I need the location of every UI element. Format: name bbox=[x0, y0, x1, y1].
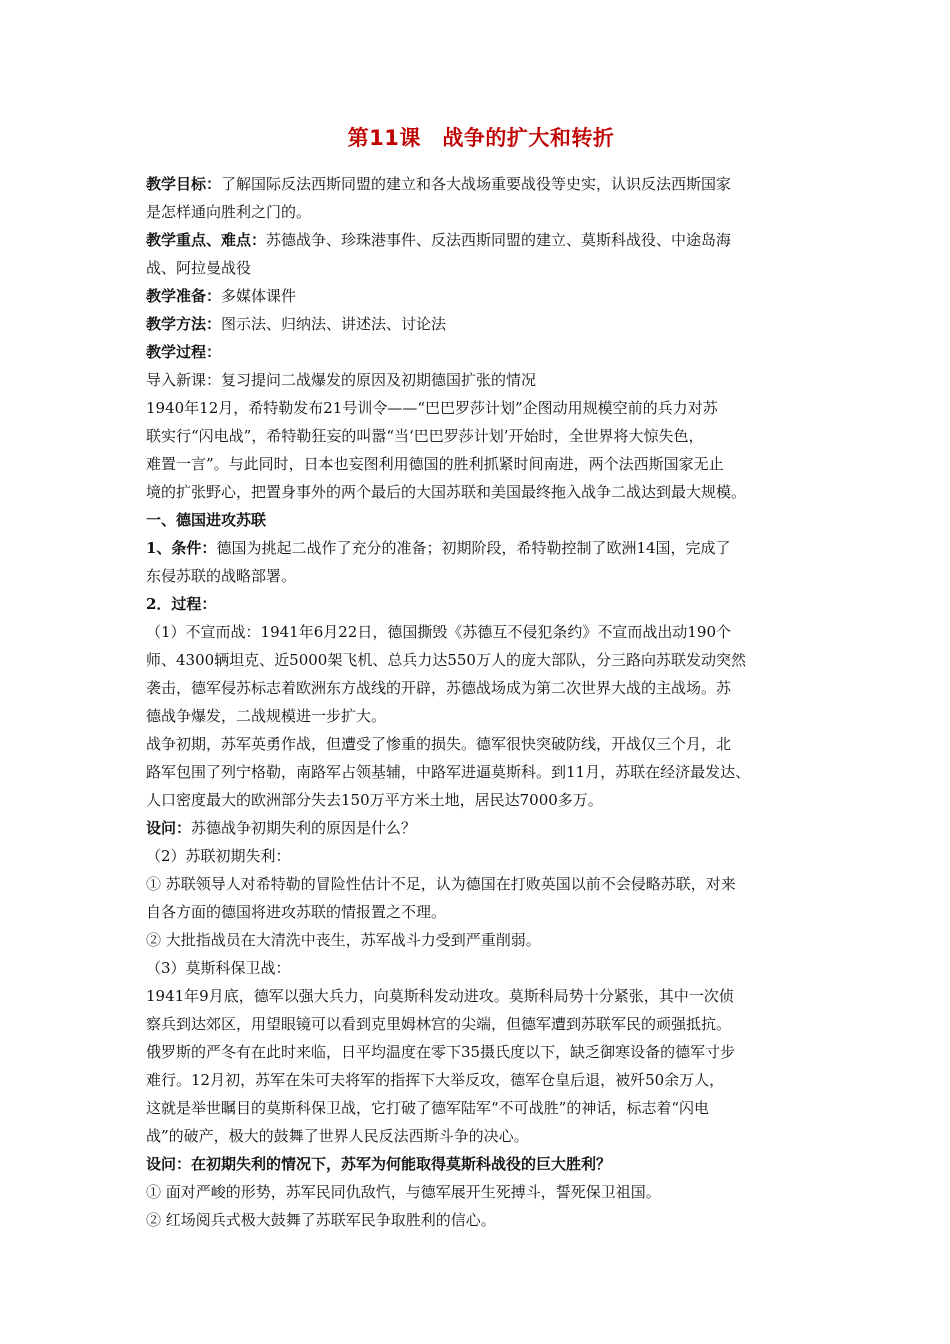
text-line bbox=[146, 562, 816, 590]
text-line bbox=[146, 1010, 816, 1038]
text-line bbox=[146, 1094, 816, 1122]
lesson-title: 第11课 战争的扩大和转折 bbox=[347, 126, 615, 150]
line-text: 图示法、归纳法、讲述法、讨论法 bbox=[221, 315, 447, 333]
text-line bbox=[146, 366, 816, 394]
line-text: ② 大批指战员在大清洗中丧生，苏军战斗力受到严重削弱。 bbox=[146, 931, 541, 949]
text-line bbox=[146, 674, 816, 702]
text-line bbox=[146, 786, 816, 814]
line-text: 苏德战争、珍珠港事件、反法西斯同盟的建立、莫斯科战役、中途岛海 bbox=[266, 231, 732, 249]
line-text: 导入新课：复习提问二战爆发的原因及初期德国扩张的情况 bbox=[146, 371, 537, 389]
text-line bbox=[146, 226, 816, 254]
line-text: 难行。12月初，苏军在朱可夫将军的指挥下大举反攻，德军仓皇后退，被歼50余万人， bbox=[146, 1071, 725, 1089]
bold-label: 设问： bbox=[146, 819, 192, 837]
text-line bbox=[146, 590, 816, 618]
text-line bbox=[146, 982, 816, 1010]
text-line bbox=[146, 1066, 816, 1094]
text-line bbox=[146, 702, 816, 730]
line-text: 多媒体课件 bbox=[221, 287, 297, 305]
line-text: 境的扩张野心，把置身事外的两个最后的大国苏联和美国最终拖入战争二战达到最大规模。 bbox=[146, 483, 747, 501]
line-text: （1）不宣而战：1941年6月22日，德国撕毁《苏德互不侵犯条约》不宣而战出动190个 bbox=[146, 623, 731, 641]
text-line bbox=[146, 898, 816, 926]
lesson-body bbox=[146, 170, 816, 1234]
text-line bbox=[146, 1038, 816, 1066]
text-line bbox=[146, 730, 816, 758]
bold-label: 教学重点、难点： bbox=[146, 231, 267, 249]
line-text: 战、阿拉曼战役 bbox=[146, 259, 252, 277]
text-line bbox=[146, 842, 816, 870]
line-text: 苏德战争初期失利的原因是什么？ bbox=[191, 819, 417, 837]
bold-label: 1、条件： bbox=[146, 539, 217, 557]
line-text: ① 苏联领导人对希特勒的冒险性估计不足，认为德国在打败英国以前不会侵略苏联，对来 bbox=[146, 875, 736, 893]
line-text: 东侵苏联的战略部署。 bbox=[146, 567, 297, 585]
text-line bbox=[146, 310, 816, 338]
bold-label: 教学准备： bbox=[146, 287, 222, 305]
line-text: 1941年9月底，德军以强大兵力，向莫斯科发动进攻。莫斯科局势十分紧张，其中一次侦 bbox=[146, 987, 734, 1005]
text-line bbox=[146, 478, 816, 506]
text-line bbox=[146, 954, 816, 982]
bold-label: 教学过程： bbox=[146, 343, 222, 361]
text-line bbox=[146, 1206, 816, 1234]
text-line bbox=[146, 618, 816, 646]
text-line bbox=[146, 338, 816, 366]
line-text: （3）莫斯科保卫战： bbox=[146, 959, 291, 977]
text-line bbox=[146, 198, 816, 226]
line-text: 战”的破产，极大的鼓舞了世界人民反法西斯斗争的决心。 bbox=[146, 1127, 529, 1145]
text-line bbox=[146, 282, 816, 310]
line-text: 这就是举世瞩目的莫斯科保卫战，它打破了德军陆军“不可战胜”的神话，标志着“闪电 bbox=[146, 1099, 710, 1117]
text-line bbox=[146, 926, 816, 954]
text-line bbox=[146, 506, 816, 534]
text-line bbox=[146, 422, 816, 450]
bold-label: 2．过程： bbox=[146, 595, 217, 613]
text-line bbox=[146, 814, 816, 842]
text-line bbox=[146, 1178, 816, 1206]
line-text: 袭击，德军侵苏标志着欧洲东方战线的开辟，苏德战场成为第二次世界大战的主战场。苏 bbox=[146, 679, 732, 697]
text-line bbox=[146, 1150, 816, 1178]
text-line bbox=[146, 646, 816, 674]
text-line bbox=[146, 870, 816, 898]
line-text: 察兵到达郊区，用望眼镜可以看到克里姆林宫的尖端，但德军遭到苏联军民的顽强抵抗。 bbox=[146, 1015, 732, 1033]
line-text: ② 红场阅兵式极大鼓舞了苏联军民争取胜利的信心。 bbox=[146, 1211, 496, 1229]
text-line bbox=[146, 1122, 816, 1150]
line-text: 俄罗斯的严冬有在此时来临，日平均温度在零下35摄氏度以下，缺乏御寒设备的德军寸步 bbox=[146, 1043, 736, 1061]
line-text: 了解国际反法西斯同盟的建立和各大战场重要战役等史实，认识反法西斯国家 bbox=[221, 175, 732, 193]
line-text: 德战争爆发，二战规模进一步扩大。 bbox=[146, 707, 387, 725]
bold-label: 一、德国进攻苏联 bbox=[146, 511, 267, 529]
text-line bbox=[146, 394, 816, 422]
line-text: 1940年12月，希特勒发布21号训令——“巴巴罗莎计划”企图动用规模空前的兵力对苏 bbox=[146, 399, 718, 417]
bold-label: 教学方法： bbox=[146, 315, 222, 333]
line-text: ① 面对严峻的形势，苏军民同仇敌忾，与德军展开生死搏斗，誓死保卫祖国。 bbox=[146, 1183, 661, 1201]
line-text: 是怎样通向胜利之门的。 bbox=[146, 203, 312, 221]
text-line bbox=[146, 758, 816, 786]
line-text: 路军包围了列宁格勒，南路军占领基辅，中路军进逼莫斯科。到11月，苏联在经济最发达、 bbox=[146, 763, 751, 781]
text-line bbox=[146, 170, 816, 198]
line-text: 战争初期，苏军英勇作战，但遭受了惨重的损失。德军很快突破防线，开战仅三个月，北 bbox=[146, 735, 732, 753]
line-text: 师、4300辆坦克、近5000架飞机、总兵力达550万人的庞大部队，分三路向苏联发动突然 bbox=[146, 651, 746, 669]
text-line bbox=[146, 450, 816, 478]
line-text: 自各方面的德国将进攻苏联的情报置之不理。 bbox=[146, 903, 447, 921]
text-line bbox=[146, 254, 816, 282]
line-text: 联实行“闪电战”，希特勒狂妄的叫嚣“当‘巴巴罗莎计划’开始时，全世界将大惊失色， bbox=[146, 427, 704, 445]
text-line bbox=[146, 534, 816, 562]
line-text: （2）苏联初期失利： bbox=[146, 847, 291, 865]
bold-label: 教学目标： bbox=[146, 175, 222, 193]
line-text: 德国为挑起二战作了充分的准备；初期阶段，希特勒控制了欧洲14国，完成了 bbox=[216, 539, 731, 557]
bold-label: 设问：在初期失利的情况下，苏军为何能取得莫斯科战役的巨大胜利？ bbox=[146, 1155, 612, 1173]
line-text: 难置一言”。与此同时，日本也妄图利用德国的胜利抓紧时间南进，两个法西斯国家无止 bbox=[146, 455, 724, 473]
line-text: 人口密度最大的欧洲部分失去150万平方米土地，居民达7000多万。 bbox=[146, 791, 603, 809]
